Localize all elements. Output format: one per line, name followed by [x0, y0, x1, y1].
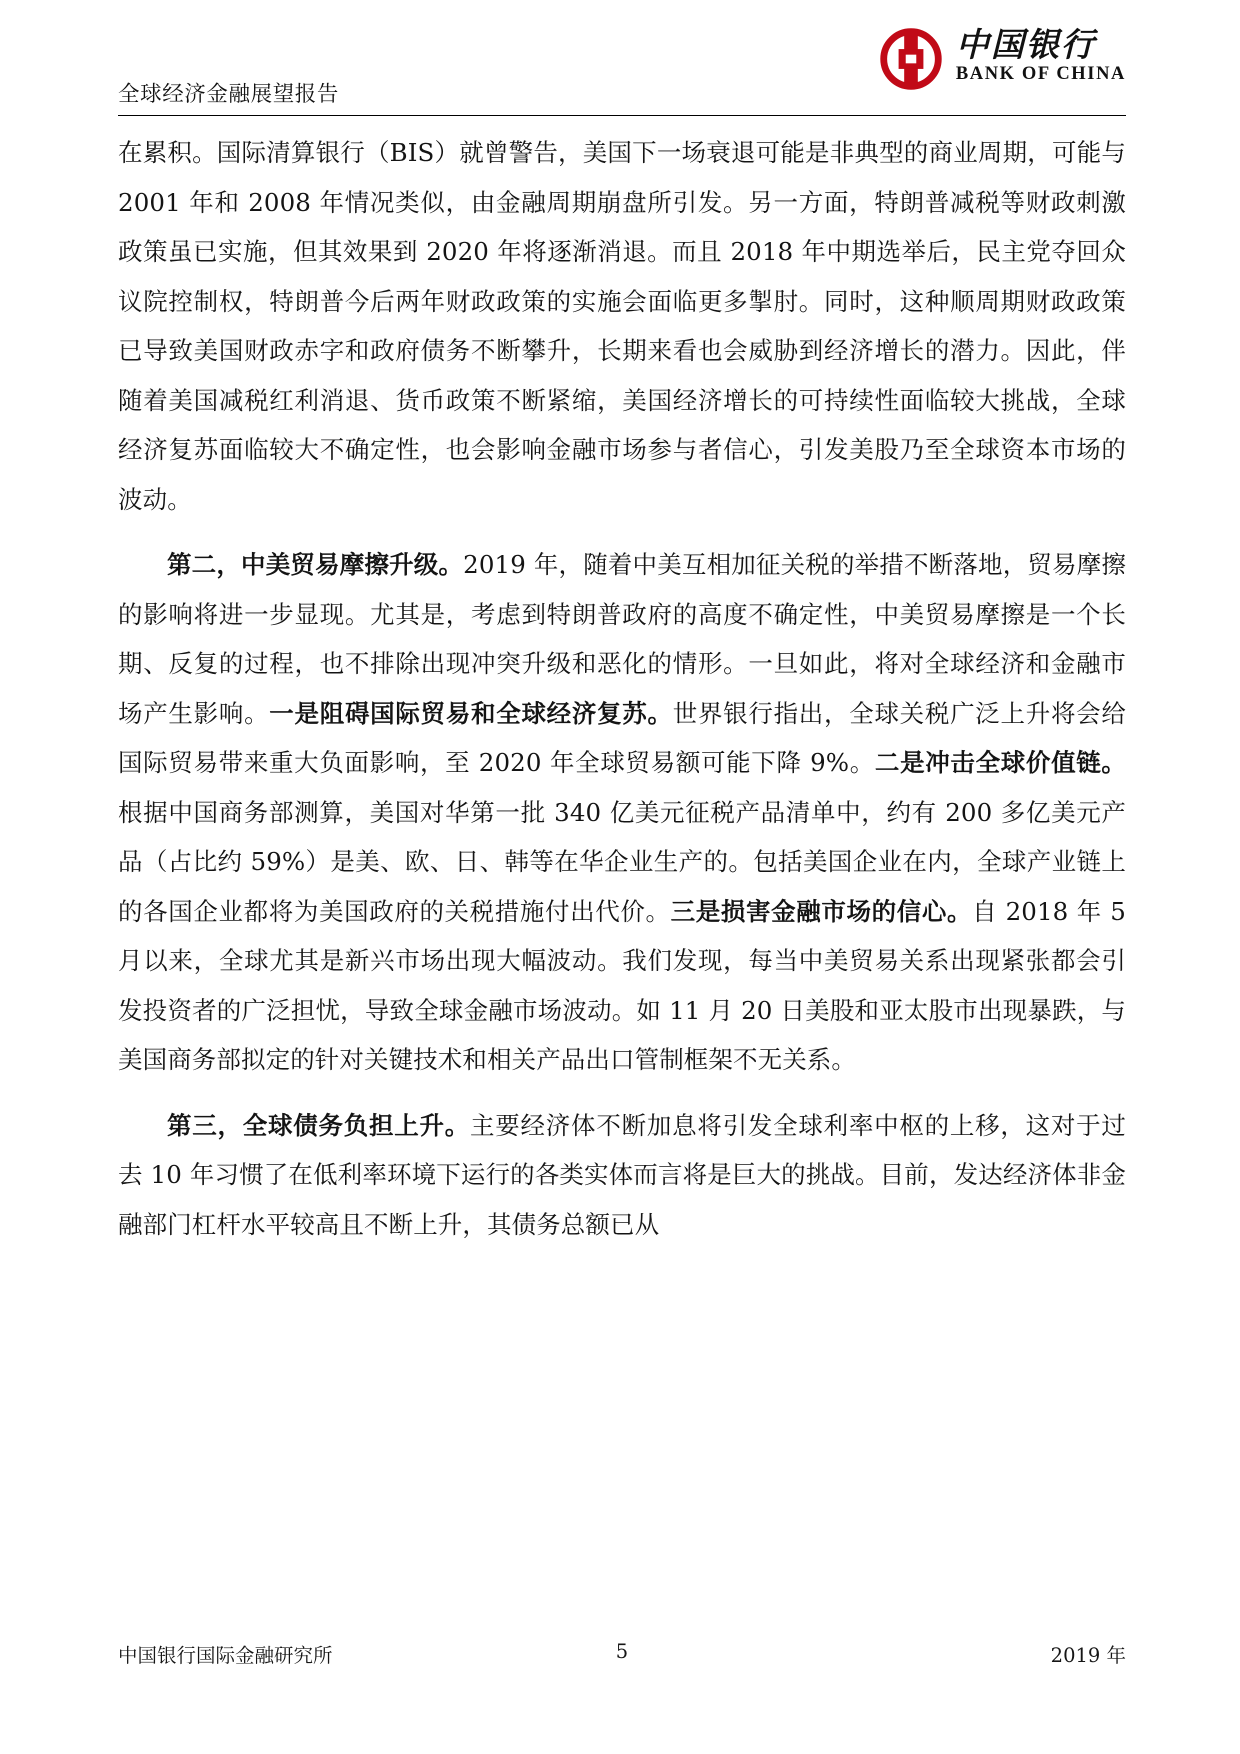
text-run: 世界银行指出，全球关税广泛上升将会给国际贸易带来重大负面影响，至 2020 年全球贸易额可能下降 9%。	[118, 698, 1126, 777]
para-third	[118, 1101, 1126, 1250]
document-body	[118, 128, 1126, 1249]
logo-chinese-name: 中国银行	[955, 25, 1096, 64]
para-second	[118, 540, 1126, 1085]
footer-year: 2019 年	[1050, 1644, 1126, 1667]
emphasis-run: 三是损害金融市场的信心。	[670, 896, 973, 926]
text-run: 2019 年，随着中美互相加征关税的举措不断落地，贸易摩擦的影响将进一步显现。尤其是，考虑到特朗普政府的高度不确定性，中美贸易摩擦是一个长期、反复的过程，也不排除出现冲突升级和恶化的情形。一旦如此，将对全球经济和金融市场产生影响。	[118, 550, 1126, 728]
bank-of-china-logo	[880, 26, 1126, 104]
footer-institute-name: 中国银行国际金融研究所	[118, 1644, 333, 1667]
header-divider	[118, 115, 1126, 116]
bank-of-china-mark-icon	[880, 28, 942, 90]
emphasis-run: 一是阻碍国际贸易和全球经济复苏。	[269, 698, 673, 728]
emphasis-run: 二是冲击全球价值链。	[874, 748, 1127, 777]
page-header	[118, 26, 1126, 116]
page-footer	[118, 1640, 1126, 1672]
text-run: 在累积。国际清算银行（BIS）就曾警告，美国下一场衰退可能是非典型的商业周期，可能与 2001 年和 2008 年情况类似，由金融周期崩盘所引发。另一方面，特朗普减税等财政刺激政策虽已实施，但其效果到 2020 年将逐渐消退。而且 2018 年中期选举后，民主党夺回众议院控制权，特朗普今后两年财政政策的实施会面临更多掣肘。同时，这种顺周期财政政策已导致美国财政赤字和政府债务不断攀升，长期来看也会威胁到经济增长的潜力。因此，伴随着美国减税红利消退、货币政策不断紧缩，美国经济增长的可持续性面临较大挑战，全球经济复苏面临较大不确定性，也会影响金融市场参与者信心，引发美股乃至全球资本市场的波动。	[118, 138, 1126, 514]
header-title: 全球经济金融展望报告	[118, 82, 340, 107]
emphasis-run: 第二，中美贸易摩擦升级。	[167, 550, 464, 579]
text-run: 主要经济体不断加息将引发全球利率中枢的上移，这对于过去 10 年习惯了在低利率环境下运行的各类实体而言将是巨大的挑战。目前，发达经济体非金融部门杠杆水平较高且不断上升，其债务总额已从	[118, 1110, 1126, 1239]
logo-english-name: BANK OF CHINA	[955, 64, 1126, 85]
text-run: 自 2018 年 5 月以来，全球尤其是新兴市场出现大幅波动。我们发现，每当中美贸易关系出现紧张都会引发投资者的广泛担忧，导致全球金融市场波动。如 11 月 20 日美股和亚太股市出现暴跌，与美国商务部拟定的针对关键技术和相关产品出口管制框架不无关系。	[118, 896, 1126, 1074]
logo-wordmark	[956, 26, 1126, 85]
text-run: 根据中国商务部测算，美国对华第一批 340 亿美元征税产品清单中，约有 200 多亿美元产品（占比约 59%）是美、欧、日、韩等在华企业生产的。包括美国企业在内，全球产业链上的各国企业都将为美国政府的关税措施付出代价。	[118, 797, 1126, 926]
para-continued	[118, 128, 1126, 524]
footer-page-number: 5	[615, 1640, 629, 1663]
emphasis-run: 第三，全球债务负担上升。	[167, 1110, 471, 1140]
